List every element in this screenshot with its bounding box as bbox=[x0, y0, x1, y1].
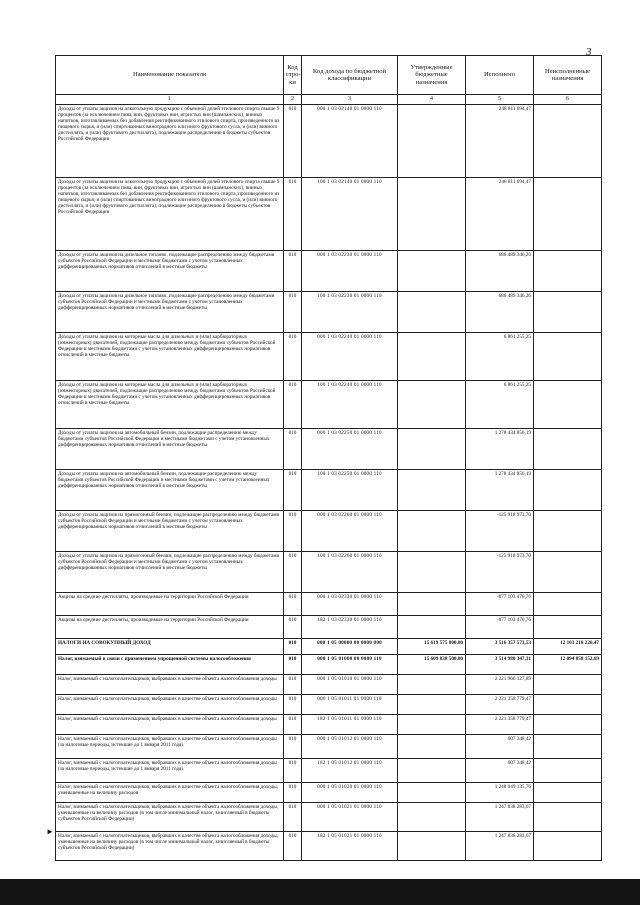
column-number: 5 bbox=[466, 95, 534, 105]
row-executed: 2 221 966 127,89 bbox=[466, 675, 534, 695]
row-approved bbox=[398, 783, 466, 803]
row-unexecuted bbox=[534, 105, 602, 178]
row-unexecuted bbox=[534, 333, 602, 381]
row-unexecuted bbox=[534, 251, 602, 292]
row-name: Налог, взимаемый с налогоплательщиков, выбравших в качестве объекта налогообложения доходы (за налоговые периоды, истекшие до 1 января 2011 года) bbox=[56, 735, 284, 759]
row-name: Доходы от уплаты акцизов на прямогонный бензин, подлежащие распределению между бюджетами субъектов Российской Федерации и местными бюджетами с учетом установленных дифференцированных нормативов отчислений в местные бюджеты bbox=[56, 552, 284, 593]
row-line-code: 010 bbox=[284, 105, 302, 178]
row-name: Доходы от уплаты акцизов на автомобильный бензин, подлежащие распределению между бюджетами субъектов Российской Федерации и местными бюджетами с учетом установленных дифференцированных нормативов отчислений в местные бюджеты bbox=[56, 470, 284, 511]
row-income-code: 000 1 03 02330 01 0000 110 bbox=[302, 593, 398, 616]
row-line-code: 010 bbox=[284, 783, 302, 803]
row-unexecuted bbox=[534, 616, 602, 639]
row-executed: 1 247 838 283,67 bbox=[466, 832, 534, 861]
header-name: Наименование показателя bbox=[56, 56, 284, 95]
row-name: Доходы от уплаты акцизов на алкогольную продукцию с объемной долей этилового спирта свыше 9 процентов (за исключением пива, вин, фруктовых вин, игристых вин (шампанских), винных напитков, изготавливаемых без добавления ректификованного этилового спирта, произведенного из пищевого сырья, и (или) спиртованных виноградного или иного фруктового сусла, и (или) винного дистиллята, и (или) фруктового дистиллята), подлежащие распределению в бюджеты субъектов Российской Федерации bbox=[56, 178, 284, 251]
row-line-code: 010 bbox=[284, 511, 302, 552]
row-name: Налог, взимаемый с налогоплательщиков, выбравших в качестве объекта налогообложения доходы (за налоговые периоды, истекшие до 1 января 2011 года) bbox=[56, 759, 284, 783]
table-row bbox=[56, 429, 602, 470]
row-income-code: 182 1 05 01012 01 0000 110 bbox=[302, 759, 398, 783]
row-unexecuted bbox=[534, 593, 602, 616]
table-row bbox=[56, 178, 602, 251]
row-name: Доходы от уплаты акцизов на моторные масла для дизельных и (или) карбюраторных (инжекторных) двигателей, подлежащие распределению между бюджетами субъектов Российской Федерации и местными бюджетами с учетом установленных дифференцированных нормативов отчислений в местные бюджеты bbox=[56, 381, 284, 429]
row-income-code: 100 1 03 02240 01 0000 110 bbox=[302, 381, 398, 429]
row-unexecuted bbox=[534, 470, 602, 511]
row-approved bbox=[398, 511, 466, 552]
row-executed: 2 221 358 779,47 bbox=[466, 715, 534, 735]
row-name: Доходы от уплаты акцизов на дизельное топливо, подлежащие распределению между бюджетами субъектов Российской Федерации и местными бюджетами с учетом установленных дифференцированных нормативов отчислений в местные бюджеты bbox=[56, 292, 284, 333]
row-approved bbox=[398, 715, 466, 735]
table-row bbox=[56, 552, 602, 593]
row-unexecuted bbox=[534, 735, 602, 759]
table-row bbox=[56, 803, 602, 832]
row-executed: 1 247 838 283,67 bbox=[466, 803, 534, 832]
row-name: Налог, взимаемый с налогоплательщиков, выбравших в качестве объекта налогообложения доходы, уменьшенные на величину расходов bbox=[56, 783, 284, 803]
row-executed: 2 221 358 779,47 bbox=[466, 695, 534, 715]
row-name: Налог, взимаемый в связи с применением упрощенной системы налогообложения bbox=[56, 655, 284, 675]
row-executed: 607 348,42 bbox=[466, 735, 534, 759]
table-row bbox=[56, 759, 602, 783]
row-approved bbox=[398, 251, 466, 292]
row-income-code: 100 1 03 02140 01 0000 110 bbox=[302, 178, 398, 251]
row-line-code: 010 bbox=[284, 470, 302, 511]
row-line-code: 010 bbox=[284, 695, 302, 715]
row-executed: -877 103 470,76 bbox=[466, 616, 534, 639]
row-income-code: 100 1 03 02250 01 0000 110 bbox=[302, 470, 398, 511]
row-line-code: 010 bbox=[284, 593, 302, 616]
margin-mark: ► bbox=[46, 827, 54, 836]
row-name: Акцизы на средние дистилляты, производимые на территории Российской Федерации bbox=[56, 593, 284, 616]
row-line-code: 010 bbox=[284, 616, 302, 639]
row-approved bbox=[398, 178, 466, 251]
table-row bbox=[56, 715, 602, 735]
row-unexecuted bbox=[534, 429, 602, 470]
row-name: Налог, взимаемый с налогоплательщиков, выбравших в качестве объекта налогообложения доходы bbox=[56, 695, 284, 715]
header-income-code: Код дохода по бюджетной классификации bbox=[302, 56, 398, 95]
row-executed: 607 348,42 bbox=[466, 759, 534, 783]
row-executed: 6 861 255,25 bbox=[466, 381, 534, 429]
row-line-code: 010 bbox=[284, 381, 302, 429]
row-income-code: 000 1 05 01021 01 0000 110 bbox=[302, 803, 398, 832]
column-number-row bbox=[56, 95, 602, 105]
row-income-code: 000 1 03 02240 01 0000 110 bbox=[302, 333, 398, 381]
table-row bbox=[56, 655, 602, 675]
row-approved bbox=[398, 616, 466, 639]
row-income-code: 100 1 03 02260 01 0000 110 bbox=[302, 552, 398, 593]
row-unexecuted bbox=[534, 759, 602, 783]
row-unexecuted: 12 103 218 226,47 bbox=[534, 639, 602, 655]
row-approved bbox=[398, 735, 466, 759]
report-body bbox=[56, 105, 602, 861]
row-income-code: 182 1 05 01021 01 0000 110 bbox=[302, 832, 398, 861]
row-executed: 1 248 049 135,76 bbox=[466, 783, 534, 803]
row-executed: 1 278 434 856,19 bbox=[466, 470, 534, 511]
column-number: 6 bbox=[534, 95, 602, 105]
row-approved: 15 619 575 800,00 bbox=[398, 639, 466, 655]
row-executed: 686 489 346,26 bbox=[466, 292, 534, 333]
column-number: 1 bbox=[56, 95, 284, 105]
row-line-code: 010 bbox=[284, 655, 302, 675]
row-income-code: 100 1 03 02230 01 0000 110 bbox=[302, 292, 398, 333]
row-name: Доходы от уплаты акцизов на моторные масла для дизельных и (или) карбюраторных (инжекторных) двигателей, подлежащие распределению между бюджетами субъектов Российской Федерации и местными бюджетами с учетом установленных дифференцированных нормативов отчислений в местные бюджеты bbox=[56, 333, 284, 381]
row-line-code: 010 bbox=[284, 759, 302, 783]
row-executed: 3 514 980 347,31 bbox=[466, 655, 534, 675]
row-approved bbox=[398, 333, 466, 381]
row-executed: -125 918 973,70 bbox=[466, 552, 534, 593]
row-approved bbox=[398, 593, 466, 616]
column-number: 3 bbox=[302, 95, 398, 105]
row-unexecuted bbox=[534, 381, 602, 429]
row-income-code: 000 1 05 01010 01 0000 110 bbox=[302, 675, 398, 695]
row-line-code: 010 bbox=[284, 429, 302, 470]
row-income-code: 182 1 03 02330 01 0000 110 bbox=[302, 616, 398, 639]
row-executed: 6 861 255,25 bbox=[466, 333, 534, 381]
row-name: Налог, взимаемый с налогоплательщиков, выбравших в качестве объекта налогообложения доходы, уменьшенные на величину расходов (в том числе минимальный налог, зачисляемый в бюджеты субъектов Российской Федерации) bbox=[56, 832, 284, 861]
row-unexecuted bbox=[534, 832, 602, 861]
row-approved bbox=[398, 695, 466, 715]
row-income-code: 000 1 03 02250 01 0000 110 bbox=[302, 429, 398, 470]
table-row bbox=[56, 735, 602, 759]
row-executed: 686 489 346,26 bbox=[466, 251, 534, 292]
row-executed: -877 103 470,76 bbox=[466, 593, 534, 616]
row-unexecuted bbox=[534, 292, 602, 333]
row-name: Налог, взимаемый с налогоплательщиков, выбравших в качестве объекта налогообложения доходы bbox=[56, 675, 284, 695]
row-name: Доходы от уплаты акцизов на дизельное топливо, подлежащие распределению между бюджетами субъектов Российской Федерации и местными бюджетами с учетом установленных дифференцированных нормативов отчислений в местные бюджеты bbox=[56, 251, 284, 292]
row-unexecuted bbox=[534, 511, 602, 552]
row-executed: 1 278 434 856,19 bbox=[466, 429, 534, 470]
page-number: 3 bbox=[586, 46, 592, 58]
row-line-code: 010 bbox=[284, 832, 302, 861]
row-name: Налог, взимаемый с налогоплательщиков, выбравших в качестве объекта налогообложения доходы, уменьшенные на величину расходов (в том числе минимальный налог, зачисляемый в бюджеты субъектов Российской Федерации) bbox=[56, 803, 284, 832]
row-name: НАЛОГИ НА СОВОКУПНЫЙ ДОХОД bbox=[56, 639, 284, 655]
row-approved bbox=[398, 759, 466, 783]
row-approved bbox=[398, 292, 466, 333]
scan-border bbox=[0, 879, 640, 905]
row-executed: 248 811 694,47 bbox=[466, 105, 534, 178]
table-row bbox=[56, 381, 602, 429]
table-row bbox=[56, 639, 602, 655]
table-row bbox=[56, 832, 602, 861]
row-approved bbox=[398, 552, 466, 593]
row-line-code: 010 bbox=[284, 675, 302, 695]
row-line-code: 010 bbox=[284, 552, 302, 593]
row-income-code: 000 1 03 02260 01 0000 110 bbox=[302, 511, 398, 552]
table-row bbox=[56, 593, 602, 616]
table-row bbox=[56, 333, 602, 381]
table-row bbox=[56, 616, 602, 639]
row-income-code: 000 1 05 01000 00 0000 110 bbox=[302, 655, 398, 675]
row-line-code: 010 bbox=[284, 715, 302, 735]
table-row bbox=[56, 292, 602, 333]
header-row bbox=[56, 56, 602, 95]
row-line-code: 010 bbox=[284, 292, 302, 333]
table-row bbox=[56, 511, 602, 552]
row-approved: 15 609 838 500,00 bbox=[398, 655, 466, 675]
row-approved bbox=[398, 429, 466, 470]
header-line-code: Код стро- ки bbox=[284, 56, 302, 95]
row-executed: 3 516 357 573,53 bbox=[466, 639, 534, 655]
row-name: Доходы от уплаты акцизов на прямогонный бензин, подлежащие распределению между бюджетами субъектов Российской Федерации и местными бюджетами с учетом установленных дифференцированных нормативов отчислений в местные бюджеты bbox=[56, 511, 284, 552]
table-row bbox=[56, 695, 602, 715]
row-approved bbox=[398, 470, 466, 511]
row-approved bbox=[398, 105, 466, 178]
row-unexecuted bbox=[534, 803, 602, 832]
income-report-table bbox=[55, 55, 602, 861]
row-income-code: 000 1 03 02140 01 0000 110 bbox=[302, 105, 398, 178]
row-line-code: 010 bbox=[284, 639, 302, 655]
row-unexecuted bbox=[534, 178, 602, 251]
header-executed: Исполнено bbox=[466, 56, 534, 95]
column-number: 2 bbox=[284, 95, 302, 105]
table-row bbox=[56, 251, 602, 292]
table-row bbox=[56, 470, 602, 511]
header-approved: Утвержденные бюджетные назначения bbox=[398, 56, 466, 95]
row-unexecuted bbox=[534, 695, 602, 715]
row-unexecuted bbox=[534, 675, 602, 695]
table-row bbox=[56, 783, 602, 803]
table-row bbox=[56, 105, 602, 178]
row-executed: -125 918 973,70 bbox=[466, 511, 534, 552]
row-income-code: 000 1 03 02230 01 0000 110 bbox=[302, 251, 398, 292]
row-line-code: 010 bbox=[284, 803, 302, 832]
row-unexecuted bbox=[534, 715, 602, 735]
column-number: 4 bbox=[398, 95, 466, 105]
row-income-code: 000 1 05 01011 01 0000 110 bbox=[302, 695, 398, 715]
row-line-code: 010 bbox=[284, 178, 302, 251]
row-approved bbox=[398, 381, 466, 429]
row-line-code: 010 bbox=[284, 333, 302, 381]
row-income-code: 000 1 05 00000 00 0000 000 bbox=[302, 639, 398, 655]
row-line-code: 010 bbox=[284, 251, 302, 292]
row-approved bbox=[398, 803, 466, 832]
row-line-code: 010 bbox=[284, 735, 302, 759]
row-income-code: 182 1 05 01011 01 0000 110 bbox=[302, 715, 398, 735]
row-unexecuted: 12 094 858 152,69 bbox=[534, 655, 602, 675]
header-unexecuted: Неисполненные назначения bbox=[534, 56, 602, 95]
row-unexecuted bbox=[534, 552, 602, 593]
row-name: Налог, взимаемый с налогоплательщиков, выбравших в качестве объекта налогообложения доходы bbox=[56, 715, 284, 735]
row-approved bbox=[398, 675, 466, 695]
row-income-code: 000 1 05 01012 01 0000 110 bbox=[302, 735, 398, 759]
row-approved bbox=[398, 832, 466, 861]
row-name: Доходы от уплаты акцизов на автомобильный бензин, подлежащие распределению между бюджетами субъектов Российской Федерации и местными бюджетами с учетом установленных дифференцированных нормативов отчислений в местные бюджеты bbox=[56, 429, 284, 470]
row-income-code: 000 1 05 01020 01 0000 110 bbox=[302, 783, 398, 803]
row-unexecuted bbox=[534, 783, 602, 803]
row-executed: 248 811 694,47 bbox=[466, 178, 534, 251]
row-name: Доходы от уплаты акцизов на алкогольную продукцию с объемной долей этилового спирта свыше 9 процентов (за исключением пива, вин, фруктовых вин, игристых вин (шампанских), винных напитков, изготавливаемых без добавления ректификованного этилового спирта, произведенного из пищевого сырья, и (или) спиртованных виноградного или иного фруктового сусла, и (или) винного дистиллята, и (или) фруктового дистиллята), подлежащие распределению в бюджеты субъектов Российской Федерации bbox=[56, 105, 284, 178]
row-name: Акцизы на средние дистилляты, производимые на территории Российской Федерации bbox=[56, 616, 284, 639]
table-row bbox=[56, 675, 602, 695]
